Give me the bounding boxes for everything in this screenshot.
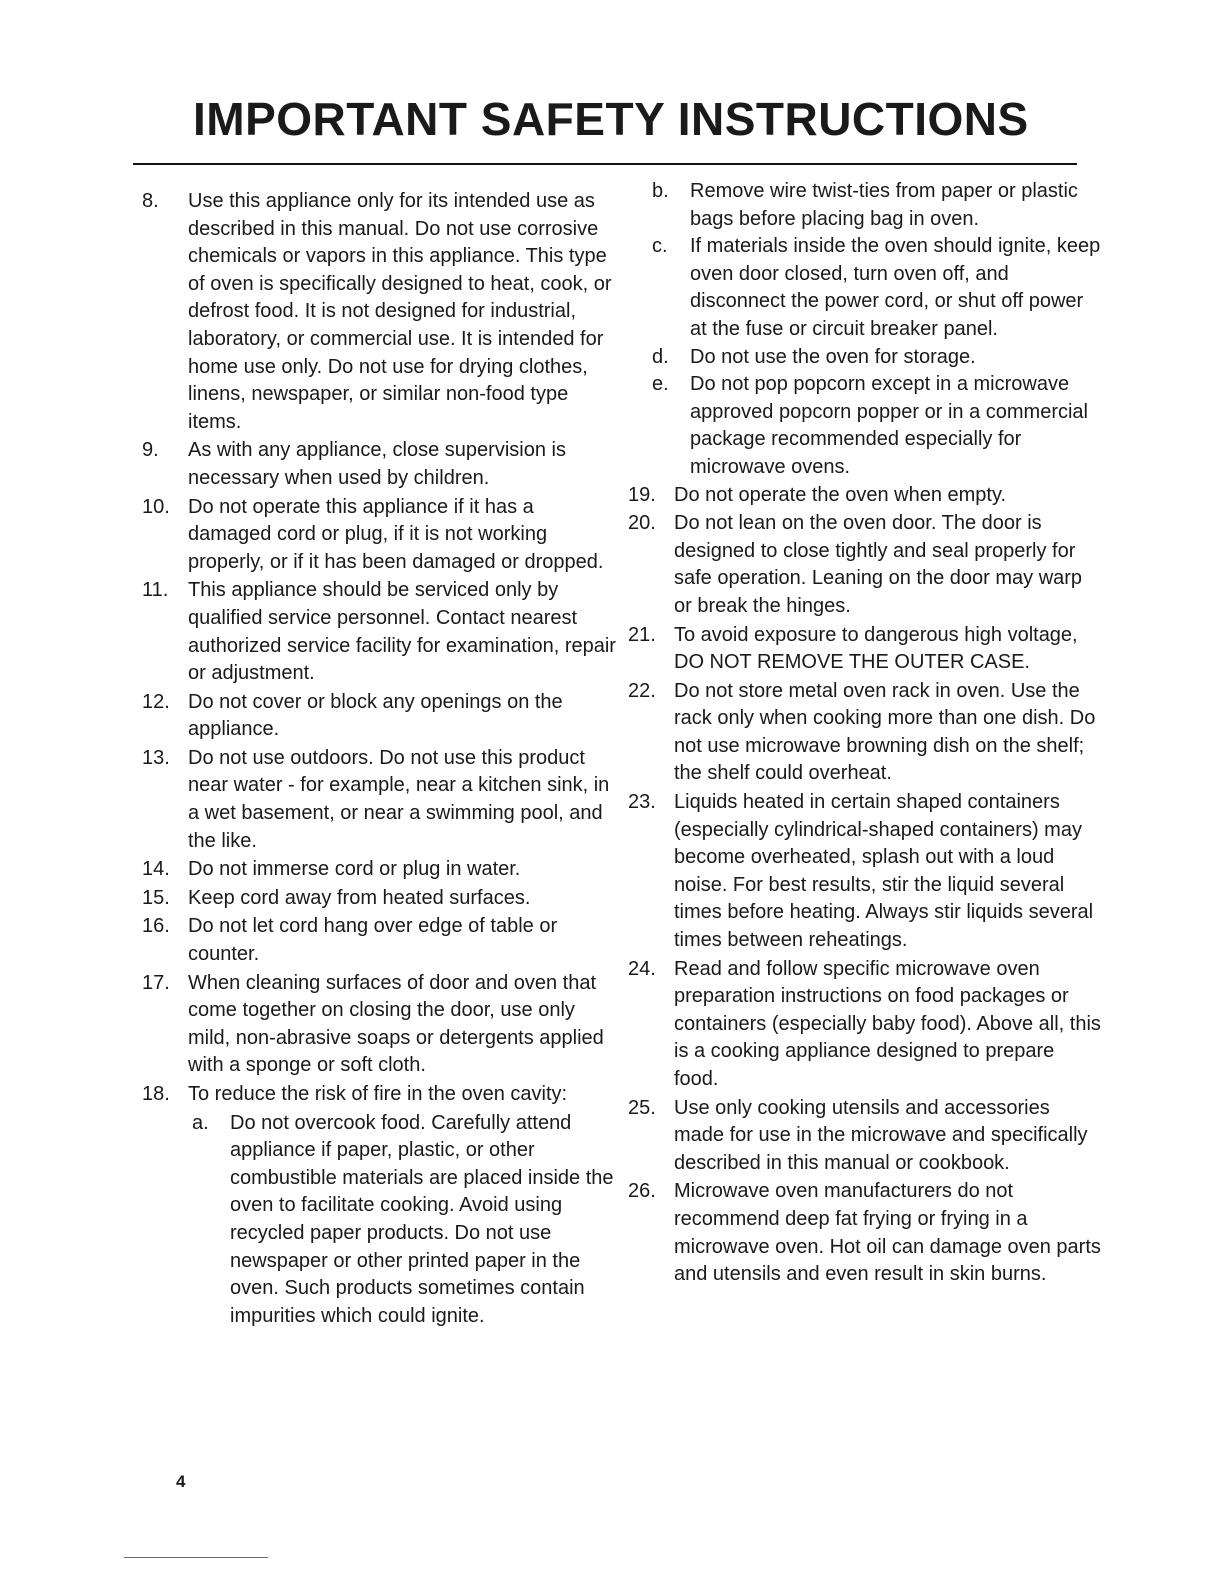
list-item bbox=[142, 188, 620, 436]
item-number: 10. bbox=[142, 495, 170, 518]
item-text: Microwave oven manufacturers do not recommend deep fat frying or frying in a microwave oven. Hot oil can damage oven parts and utensils and even result in skin burns. bbox=[674, 1180, 1101, 1286]
list-item bbox=[142, 494, 620, 577]
list-item bbox=[628, 789, 1104, 955]
list-item bbox=[142, 856, 620, 884]
item-text: Use this appliance only for its intended use as described in this manual. Do not use corrosive chemicals or vapors in this appliance. This type of oven is specifically designed to heat, cook, or defrost food. It is not designed for industrial, laboratory, or commercial use. It is intended for home use only. Do not use for drying clothes, linens, newspaper, or similar non-food type items. bbox=[188, 190, 612, 433]
item-text: Use only cooking utensils and accessories made for use in the microwave and specifically described in this manual or cookbook. bbox=[674, 1096, 1088, 1174]
list-item bbox=[142, 577, 620, 687]
item-text: When cleaning surfaces of door and oven that come together on closing the door, use only mild, non-abrasive soaps or detergents applied with a sponge or soft cloth. bbox=[188, 971, 604, 1077]
item-number: 15. bbox=[142, 886, 170, 909]
sub-list-item bbox=[628, 344, 1104, 372]
list-item bbox=[628, 622, 1104, 677]
left-column bbox=[142, 188, 620, 1330]
sub-list-item bbox=[628, 178, 1104, 233]
item-text: This appliance should be serviced only by qualified service personnel. Contact nearest authorized service facility for examination, repair or adjustment. bbox=[188, 579, 616, 685]
sub-item-text: Do not pop popcorn except in a microwave approved popcorn popper or in a commercial package recommended especially for microwave ovens. bbox=[690, 373, 1088, 478]
item-number: 24. bbox=[628, 957, 656, 980]
title-underline bbox=[133, 163, 1077, 165]
list-item bbox=[142, 689, 620, 744]
item-text: Do not use outdoors. Do not use this product near water - for example, near a kitchen sink, in a wet basement, or near a swimming pool, and the like. bbox=[188, 746, 610, 852]
item-number: 16. bbox=[142, 915, 170, 938]
list-item bbox=[628, 1178, 1104, 1288]
item-text: Keep cord away from heated surfaces. bbox=[188, 886, 531, 909]
item-text: Do not operate the oven when empty. bbox=[674, 483, 1007, 506]
list-item bbox=[628, 510, 1104, 620]
item-number: 9. bbox=[142, 439, 159, 462]
item-text: Do not let cord hang over edge of table or counter. bbox=[188, 915, 558, 966]
item-number: 19. bbox=[628, 483, 656, 506]
item-number: 17. bbox=[142, 971, 170, 994]
item-text: To avoid exposure to dangerous high voltage, DO NOT REMOVE THE OUTER CASE. bbox=[674, 623, 1078, 674]
item-number: 21. bbox=[628, 623, 656, 646]
item-number: 25. bbox=[628, 1096, 656, 1119]
item-text: Do not immerse cord or plug in water. bbox=[188, 858, 521, 881]
list-item bbox=[142, 970, 620, 1080]
item-number: 20. bbox=[628, 512, 656, 535]
item-number: 22. bbox=[628, 679, 656, 702]
item-text: Do not cover or block any openings on the appliance. bbox=[188, 690, 563, 741]
item-text: Do not lean on the oven door. The door is designed to close tightly and seal properly for safe operation. Leaning on the door may warp or break the hinges. bbox=[674, 512, 1083, 617]
list-item bbox=[628, 678, 1104, 788]
list-item bbox=[142, 437, 620, 492]
list-item bbox=[142, 913, 620, 968]
item-text: Read and follow specific microwave oven preparation instructions on food packages or containers (especially baby food). Above all, this is a cooking appliance designed to prepare food. bbox=[674, 957, 1101, 1090]
sub-item-letter: d. bbox=[652, 345, 669, 368]
item-text: To reduce the risk of fire in the oven cavity: bbox=[188, 1083, 568, 1105]
item-number: 26. bbox=[628, 1180, 656, 1203]
sub-item-text: If materials inside the oven should ignite, keep oven door closed, turn oven off, and disconnect the power cord, or shut off power at the fuse or circuit breaker panel. bbox=[690, 235, 1101, 340]
list-item bbox=[628, 956, 1104, 1094]
sub-item-letter: e. bbox=[652, 373, 669, 396]
sub-list-item bbox=[628, 233, 1104, 343]
item-number: 11. bbox=[142, 579, 169, 602]
sub-item-letter: b. bbox=[652, 180, 669, 202]
list-item bbox=[142, 1081, 620, 1109]
footer-rule bbox=[124, 1557, 268, 1558]
sub-item-text: Remove wire twist-ties from paper or plastic bags before placing bag in oven. bbox=[690, 180, 1078, 230]
sub-item-letter: c. bbox=[652, 235, 668, 258]
page-title: IMPORTANT SAFETY INSTRUCTIONS bbox=[193, 93, 1029, 145]
item-text: As with any appliance, close supervision is necessary when used by children. bbox=[188, 439, 566, 489]
item-number: 18. bbox=[142, 1083, 170, 1105]
sub-list-item bbox=[142, 1110, 620, 1331]
sub-item-text: Do not overcook food. Carefully attend appliance if paper, plastic, or other combustible materials are placed inside the oven to facilitate cooking. Avoid using recycled paper products. Do not use newspaper or other printed paper in the oven. Such products sometimes contain impurities which could ignite. bbox=[230, 1111, 614, 1327]
list-item bbox=[628, 1095, 1104, 1178]
right-column bbox=[628, 178, 1104, 1290]
item-text: Do not operate this appliance if it has a damaged cord or plug, if it is not working properly, or if it has been damaged or dropped. bbox=[188, 495, 604, 573]
item-text: Do not store metal oven rack in oven. Use the rack only when cooking more than one dish. Do not use microwave browning dish on the shelf; the shelf could overheat. bbox=[674, 679, 1096, 785]
sub-item-letter: a. bbox=[192, 1111, 209, 1134]
sub-list-item bbox=[628, 371, 1104, 481]
item-number: 12. bbox=[142, 690, 170, 713]
sub-item-text: Do not use the oven for storage. bbox=[690, 345, 976, 368]
list-item bbox=[142, 885, 620, 913]
item-number: 23. bbox=[628, 791, 656, 814]
item-number: 14. bbox=[142, 858, 170, 881]
page-number: 4 bbox=[176, 1472, 186, 1491]
list-item bbox=[628, 482, 1104, 510]
item-text: Liquids heated in certain shaped containers (especially cylindrical-shaped containers) may become overheated, splash out with a loud noise. For best results, stir the liquid several times before heating. Always stir liquids several times between reheatings. bbox=[674, 791, 1094, 952]
list-item bbox=[142, 745, 620, 855]
item-number: 8. bbox=[142, 190, 159, 212]
item-number: 13. bbox=[142, 746, 170, 769]
